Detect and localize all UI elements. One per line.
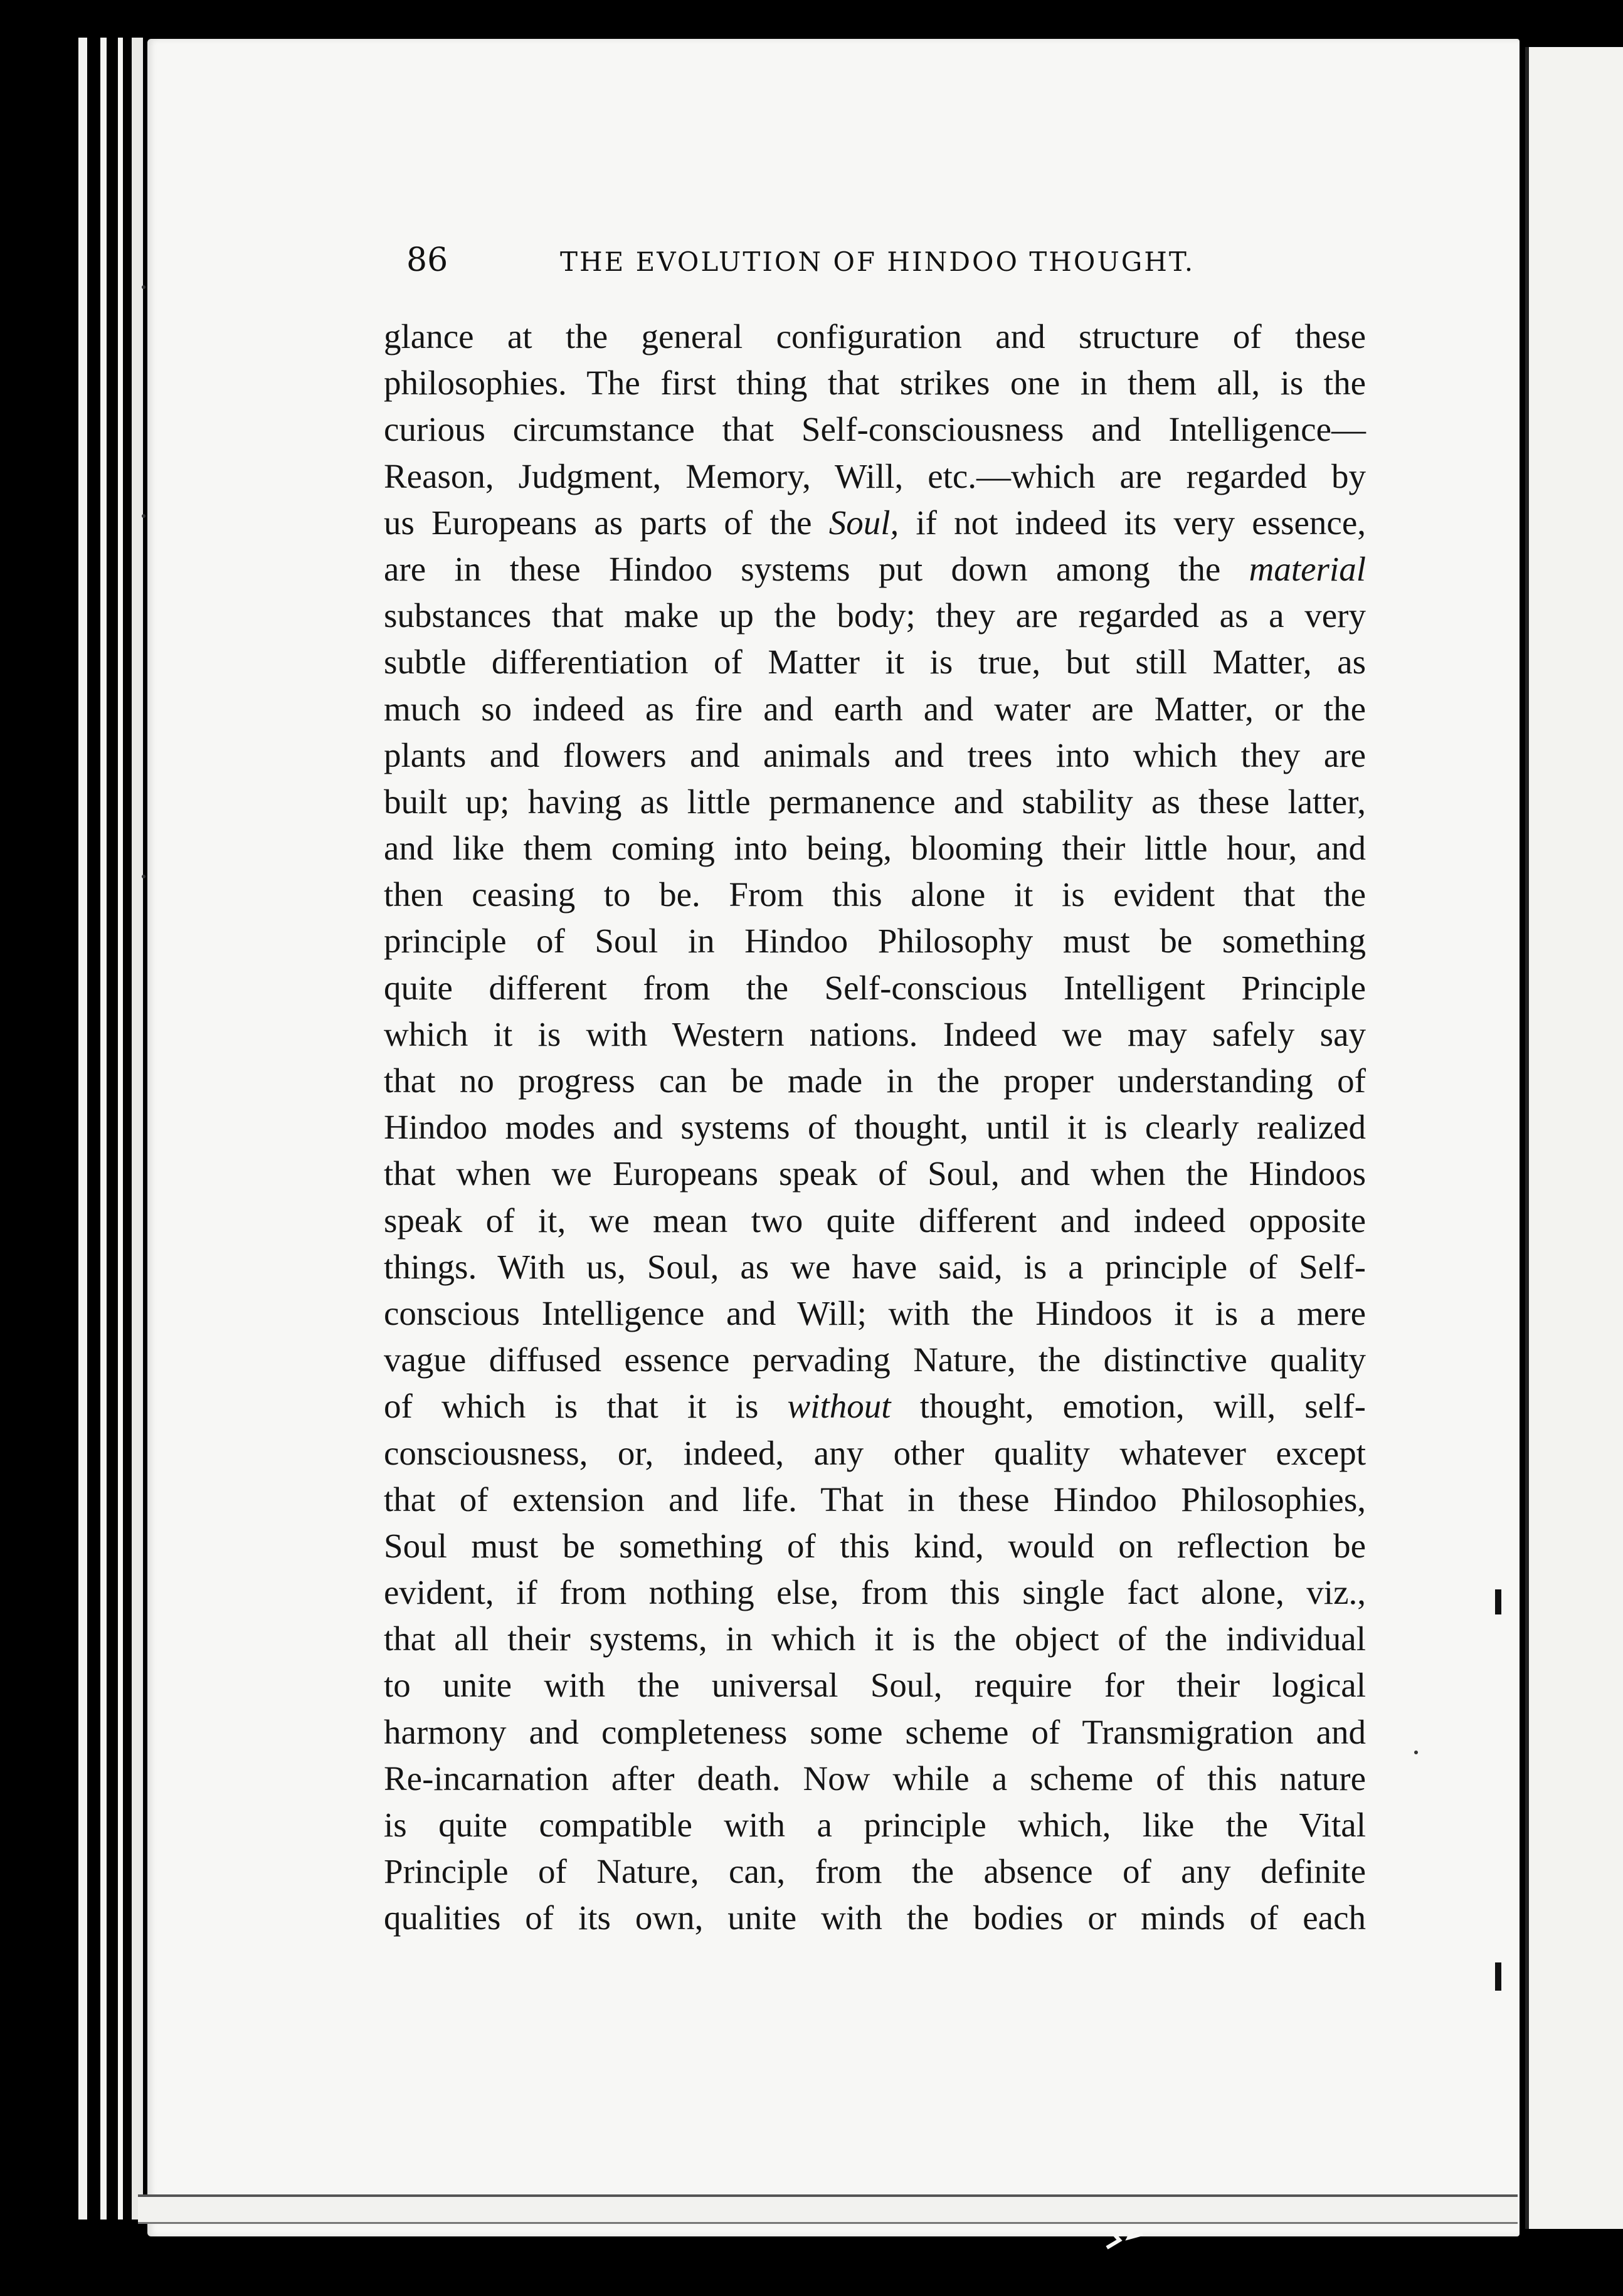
text-line: glance at the general configuration and structure of these xyxy=(384,317,1366,355)
text-line: that all their systems, in which it is the object of the individual xyxy=(384,1619,1366,1658)
text-line: built up; having as little permanence and stability as these latter, xyxy=(384,782,1366,821)
facing-page-mark xyxy=(1495,1962,1501,1991)
text-run: us Europeans as parts of the xyxy=(384,503,829,542)
ink-speck xyxy=(142,285,145,289)
binding-edge-strip xyxy=(100,38,107,2220)
ink-speck xyxy=(142,875,145,878)
text-run: if not indeed its very essence, xyxy=(899,503,1366,542)
text-line: vague diffused essence pervading Nature, the distinctive quality xyxy=(384,1340,1366,1379)
text-line: and like them coming into being, blooming their little hour, and xyxy=(384,829,1366,868)
page-bottom-edge xyxy=(138,2194,1518,2224)
text-line: consciousness, or, indeed, any other quality whatever except xyxy=(384,1433,1366,1472)
text-line: curious circumstance that Self-consciousness and Intelligence— xyxy=(384,410,1366,449)
facing-page-mark xyxy=(1495,1589,1501,1614)
text-line: subtle differentiation of Matter it is true, but still Matter, as xyxy=(384,643,1366,682)
text-run: are in these Hindoo systems put down among the xyxy=(384,549,1249,588)
page-number: 86 xyxy=(406,241,448,279)
text-line: harmony and completeness some scheme of Transmigration and xyxy=(384,1712,1366,1751)
text-run: of which is that it is xyxy=(384,1387,788,1426)
italic-word: without xyxy=(787,1387,891,1426)
text-line: which it is with Western nations. Indeed we may safely say xyxy=(384,1014,1366,1053)
text-line: Soul must be something of this kind, would on reflection be xyxy=(384,1526,1366,1565)
binding-edge-strip xyxy=(132,38,143,2220)
text-line: to unite with the universal Soul, require for their logical xyxy=(384,1666,1366,1705)
text-line: philosophies. The first thing that strikes one in them all, is the xyxy=(384,364,1366,403)
text-line: Principle of Nature, can, from the absence of any definite xyxy=(384,1852,1366,1891)
ink-speck xyxy=(1414,1751,1418,1754)
text-line xyxy=(384,500,1366,546)
text-line: that no progress can be made in the proper understanding of xyxy=(384,1061,1366,1100)
text-line: quite different from the Self-conscious Intelligent Principle xyxy=(384,968,1366,1007)
text-line: qualities of its own, unite with the bodies or minds of each xyxy=(384,1898,1366,1937)
running-head xyxy=(406,238,1195,282)
text-line: then ceasing to be. From this alone it is evident that the xyxy=(384,875,1366,914)
text-line xyxy=(384,1383,1366,1430)
text-line: Hindoo modes and systems of thought, until it is clearly realized xyxy=(384,1108,1366,1147)
italic-word: material xyxy=(1249,549,1366,588)
text-line: that when we Europeans speak of Soul, and when the Hindoos xyxy=(384,1154,1366,1193)
text-line: speak of it, we mean two quite different and indeed opposite xyxy=(384,1201,1366,1240)
text-line: plants and flowers and animals and trees into which they are xyxy=(384,735,1366,774)
running-title: THE EVOLUTION OF HINDOO THOUGHT. xyxy=(560,246,1195,277)
ink-speck xyxy=(142,514,145,518)
text-line: much so indeed as fire and earth and water are Matter, or the xyxy=(384,689,1366,728)
text-line xyxy=(384,546,1366,592)
text-line: evident, if from nothing else, from this single fact alone, viz., xyxy=(384,1573,1366,1612)
text-line: things. With us, Soul, as we have said, is a principle of Self- xyxy=(384,1247,1366,1286)
binding-edge-strip xyxy=(118,38,123,2220)
text-line: principle of Soul in Hindoo Philosophy must be something xyxy=(384,922,1366,961)
facing-page-edge xyxy=(1525,47,1623,2229)
text-line: Re-incarnation after death. Now while a scheme of this nature xyxy=(384,1759,1366,1798)
text-line: that of extension and life. That in these Hindoo Philosophies, xyxy=(384,1480,1366,1519)
text-line: Reason, Judgment, Memory, Will, etc.—which are regarded by xyxy=(384,456,1366,495)
text-line: substances that make up the body; they are regarded as a very xyxy=(384,596,1366,635)
text-line: conscious Intelligence and Will; with the Hindoos it is a mere xyxy=(384,1293,1366,1332)
binding-edge-strip xyxy=(78,38,87,2220)
body-text xyxy=(384,313,1366,1942)
text-line: is quite compatible with a principle which, like the Vital xyxy=(384,1806,1366,1844)
paper-tear-mark xyxy=(1104,2229,1148,2254)
text-run: thought, emotion, will, self- xyxy=(891,1387,1366,1426)
italic-word: Soul, xyxy=(828,503,899,542)
